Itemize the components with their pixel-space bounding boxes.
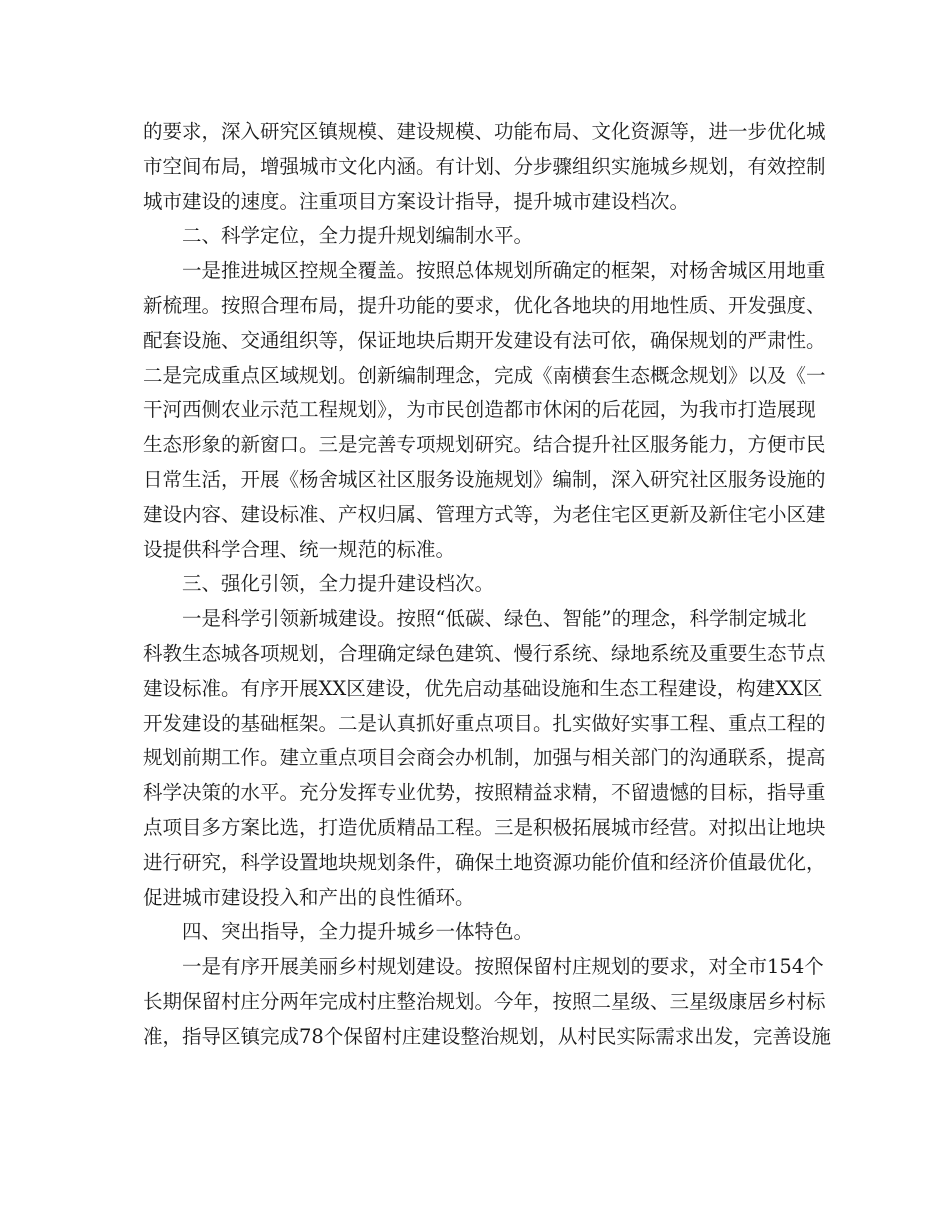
text-line: 配套设施、交通组织等，保证地块后期开发建设有法可依，确保规划的严肃性。 [143, 328, 826, 352]
text-line: 开发建设的基础框架。二是认真抓好重点项目。扎实做好实事工程、重点工程的 [143, 711, 826, 735]
text-line: 规划前期工作。建立重点项目会商会办机制，加强与相关部门的沟通联系，提高 [143, 746, 826, 770]
text-line: 新梳理。按照合理布局，提升功能的要求，优化各地块的用地性质、开发强度、 [143, 293, 826, 317]
text-line: 市空间布局，增强城市文化内涵。有计划、分步骤组织实施城乡规划，有效控制 [143, 154, 826, 178]
text-line: 一是科学引领新城建设。按照“低碳、绿色、智能”的理念，科学制定城北 [182, 607, 807, 631]
text-line: 生态形象的新窗口。三是完善专项规划研究。结合提升社区服务能力，方便市民 [143, 433, 826, 457]
text-line: 二是完成重点区域规划。创新编制理念，完成《南横套生态概念规划》以及《一 [143, 363, 826, 387]
text-line: 准，指导区镇完成78个保留村庄建设整治规划，从村民实际需求出发，完善设施 [143, 1024, 831, 1048]
text-line: 日常生活，开展《杨舍城区社区服务设施规划》编制，深入研究社区服务设施的 [143, 467, 826, 491]
text-line: 科教生态城各项规划，合理确定绿色建筑、慢行系统、绿地系统及重要生态节点 [143, 641, 826, 665]
text-line: 城市建设的速度。注重项目方案设计指导，提升城市建设档次。 [143, 189, 690, 213]
text-line: 的要求，深入研究区镇规模、建设规模、功能布局、文化资源等，进一步优化城 [143, 120, 826, 143]
text-line: 一是推进城区控规全覆盖。按照总体规划所确定的框架，对杨舍城区用地重 [182, 259, 826, 283]
text-line: 长期保留村庄分两年完成村庄整治规划。今年，按照二星级、三星级康居乡村标 [143, 989, 826, 1013]
text-line: 建设标准。有序开展XX区建设，优先启动基础设施和生态工程建设，构建XX区 [143, 676, 823, 700]
text-line: 促进城市建设投入和产出的良性循环。 [143, 885, 475, 909]
text-line: 建设内容、建设标准、产权归属、管理方式等，为老住宅区更新及新住宅小区建 [143, 502, 826, 526]
text-line: 科学决策的水平。充分发挥专业优势，按照精益求精，不留遗憾的目标，指导重 [143, 781, 826, 805]
text-line: 四、突出指导，全力提升城乡一体特色。 [182, 920, 534, 944]
text-line: 设提供科学合理、统一规范的标准。 [143, 537, 456, 561]
text-line: 点项目多方案比选，打造优质精品工程。三是积极拓展城市经营。对拟出让地块 [143, 815, 826, 839]
text-line: 三、强化引领，全力提升建设档次。 [182, 572, 495, 596]
text-line: 二、科学定位，全力提升规划编制水平。 [182, 224, 534, 248]
document-body [143, 115, 831, 1055]
text-line: 干河西侧农业示范工程规划》，为市民创造都市休闲的后花园，为我市打造展现 [143, 398, 816, 422]
text-line: 一是有序开展美丽乡村规划建设。按照保留村庄规划的要求，对全市154个 [182, 955, 824, 979]
text-line: 进行研究，科学设置地块规划条件，确保土地资源功能价值和经济价值最优化， [143, 850, 826, 874]
